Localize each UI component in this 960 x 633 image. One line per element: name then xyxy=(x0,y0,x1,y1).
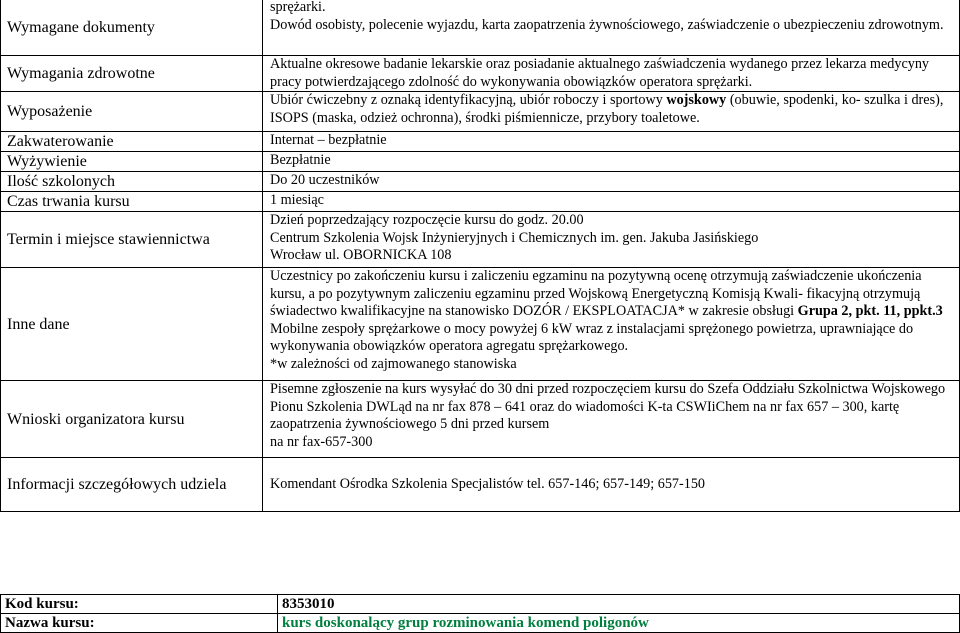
label-other: Inne dane xyxy=(1,268,263,381)
other-text-a: Uczestnicy po zakończeniu kursu i zaliczeniu egzaminu na pozytywną ocenę otrzymują zaświadczenie ukończenia kursu, a po pozytywnym zaliczeniu egzaminu przed Wojskową Energetyczną Komisją Kwali- fikacyjną otrzymują świadectwo kwalifikacyjne na stanowisko DOZÓR / EKSPLOATACJA* w zakresie obsługi xyxy=(270,268,922,319)
equipment-value xyxy=(263,92,960,132)
term-line-1: Dzień poprzedzający rozpoczęcie kursu do godz. 20.00 xyxy=(270,212,584,228)
health-value: Aktualne okresowe badanie lekarskie oraz posiadanie aktualnego zaświadczenia wydanego przez lekarza medycyny pracy potwierdzającego zdolność do wykonywania obowiązków operatora sprężarki. xyxy=(263,56,960,92)
label-documents: Wymagane dokumenty xyxy=(1,0,263,56)
row-info xyxy=(1,458,960,512)
applications-value: Pisemne zgłoszenie na kurs wysyłać do 30 dni przed rozpoczęciem kursu do Szefa Oddziału Szkolnictwa Wojskowego Pionu Szkolenia DWLąd na nr fax 878 – 641 oraz do wiadomości K-ta CSWIiChem na nr fax 657 – 300, kartę zaopatrzenia żywnościowego 5 dni przed kursem xyxy=(270,381,946,432)
label-applications: Wnioski organizatora kursu xyxy=(1,381,263,458)
other-text-bold: Grupa 2, pkt. 11, ppkt.3 xyxy=(797,303,943,319)
meals-value: Bezpłatnie xyxy=(263,152,960,172)
row-equipment xyxy=(1,92,960,132)
row-participants xyxy=(1,172,960,192)
label-meals: Wyżywienie xyxy=(1,152,263,172)
row-applications xyxy=(1,381,960,458)
row-meals xyxy=(1,152,960,172)
row-health xyxy=(1,56,960,92)
course-code-table xyxy=(0,594,960,633)
row-other xyxy=(1,268,960,381)
course-name-value: kurs doskonalący grup rozminowania komend poligonów xyxy=(278,614,960,633)
row-duration xyxy=(1,192,960,212)
accommodation-value: Internat – bezpłatnie xyxy=(263,132,960,152)
label-accommodation: Zakwaterowanie xyxy=(1,132,263,152)
row-documents xyxy=(1,0,960,56)
row-course-code xyxy=(1,595,960,614)
equipment-text-b: (obuwie, spodenki, ko- szulka i dres), ISOPS (maska, odzież ochronna), środki piśmiennicze, przybory toaletowe. xyxy=(270,92,944,126)
label-term: Termin i miejsce stawiennictwa xyxy=(1,212,263,268)
participants-value: Do 20 uczestników xyxy=(263,172,960,192)
row-course-name xyxy=(1,614,960,633)
term-line-3: Wrocław ul. OBORNICKA 108 xyxy=(270,247,452,263)
info-value: Komendant Ośrodka Szkolenia Specjalistów tel. 657-146; 657-149; 657-150 xyxy=(263,458,960,512)
equipment-text-bold: wojskowy xyxy=(666,92,727,108)
label-duration: Czas trwania kursu xyxy=(1,192,263,212)
label-info: Informacji szczegółowych udziela xyxy=(1,458,263,512)
row-accommodation xyxy=(1,132,960,152)
course-name-label: Nazwa kursu: xyxy=(1,614,278,633)
label-health: Wymagania zdrowotne xyxy=(1,56,263,92)
equipment-text-a: Ubiór ćwiczebny z oznaką identyfikacyjną, ubiór roboczy i sportowy xyxy=(270,92,667,108)
other-text-b: Mobilne zespoły sprężarkowe o mocy powyżej 6 kW wraz z instalacjami sprężonego powietrza, uprawniające do wykonywania obowiązków operatora agregatu sprężarkowego. xyxy=(270,320,914,354)
documents-intro-text: sprężarki. xyxy=(270,0,326,15)
other-note: *w zależności od zajmowanego stanowiska xyxy=(270,355,517,372)
course-code-label: Kod kursu: xyxy=(1,595,278,614)
term-line-2: Centrum Szkolenia Wojsk Inżynieryjnych i Chemicznych im. gen. Jakuba Jasińskiego xyxy=(270,229,759,246)
other-value xyxy=(270,268,955,356)
label-equipment: Wyposażenie xyxy=(1,92,263,132)
course-code-value: 8353010 xyxy=(278,595,960,614)
applications-value-2: na nr fax-657-300 xyxy=(270,433,373,450)
row-term xyxy=(1,212,960,268)
documents-value: Dowód osobisty, polecenie wyjazdu, karta zaopatrzenia żywnościowego, zaświadczenie o ubezpieczeniu zdrowotnym. xyxy=(270,16,944,33)
duration-value: 1 miesiąc xyxy=(263,192,960,212)
label-participants: Ilość szkolonych xyxy=(1,172,263,192)
